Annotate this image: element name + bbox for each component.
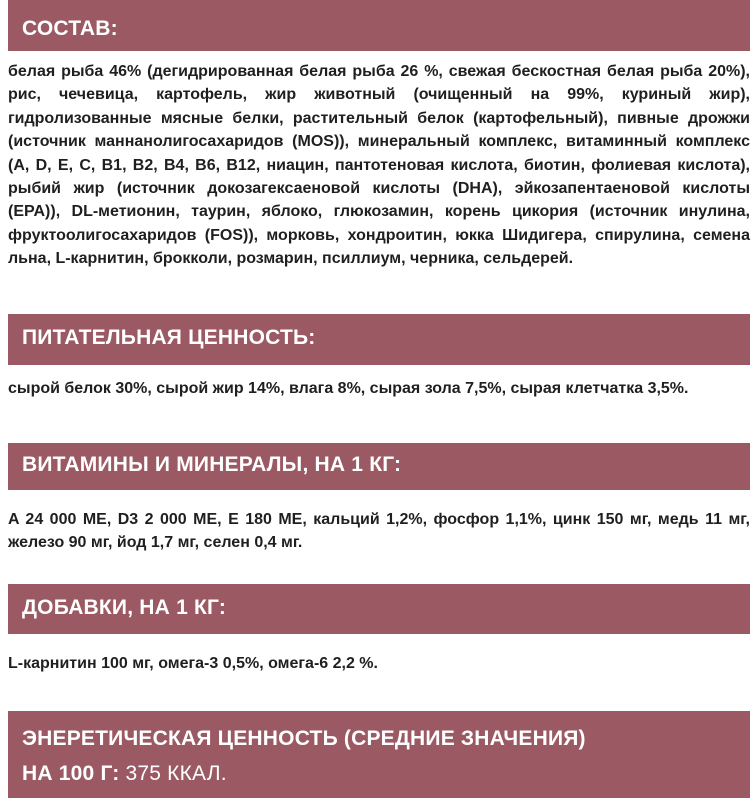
additives-text: L-карнитин 100 мг, омега-3 0,5%, омега-6 2,2 %. xyxy=(8,655,378,672)
vitamins-heading xyxy=(8,443,750,490)
energy-heading: ЭНЕРЕТИЧЕСКАЯ ЦЕННОСТЬ (СРЕДНИЕ ЗНАЧЕНИЯ) xyxy=(22,727,586,750)
energy-value: 375 ККАЛ. xyxy=(119,762,227,785)
composition-heading xyxy=(8,0,750,51)
nutrition-text: сырой белок 30%, сырой жир 14%, влага 8%, сырая зола 7,5%, сырая клетчатка 3,5%. xyxy=(8,380,689,397)
energy-label: НА 100 Г: xyxy=(22,762,120,785)
nutrition-heading xyxy=(8,314,750,365)
energy-section xyxy=(8,711,750,798)
additives-heading xyxy=(8,584,750,634)
additives-heading-text: ДОБАВКИ, НА 1 КГ: xyxy=(22,596,227,619)
nutrition-heading-text: ПИТАТЕЛЬНАЯ ЦЕННОСТЬ: xyxy=(22,326,316,349)
composition-text: белая рыба 46% (дегидрированная белая рыба 26 %, свежая бескостная белая рыба 20%), рис, чечевица, картофель, жир животный (очищенный на 99%, куриный жир), гидролизованные мясные белки, растительный белок (картофельный), пивные дрожжи (источник маннанолигосахаридов (MOS)), минеральный комплекс, витаминный комплекс (A, D, E, C, B1, B2, B4, B6, B12, ниацин, пантотеновая кислота, биотин, фолиевая кислота), рыбий жир (источник докозагексаеновой кислоты (DHA), эйкозапентаеновой кислоты (EPA)), DL-метионин, таурин, яблоко, глюкозамин, корень цикория (источник инулина, фруктоолигосахаридов (FOS)), морковь, хондроитин, юкка Шидигера, спирулина, семена льна, L-карнитин, брокколи, розмарин, псиллиум, черника, сельдерей. xyxy=(8,63,750,268)
energy-value-line xyxy=(22,760,227,788)
composition-heading-text: СОСТАВ: xyxy=(22,17,118,40)
vitamins-heading-text: ВИТАМИНЫ И МИНЕРАЛЫ, НА 1 КГ: xyxy=(22,453,402,476)
vitamins-text: A 24 000 МЕ, D3 2 000 МЕ, E 180 МЕ, кальций 1,2%, фосфор 1,1%, цинк 150 мг, медь 11 мг, железо 90 мг, йод 1,7 мг, селен 0,4 мг. xyxy=(8,511,750,551)
